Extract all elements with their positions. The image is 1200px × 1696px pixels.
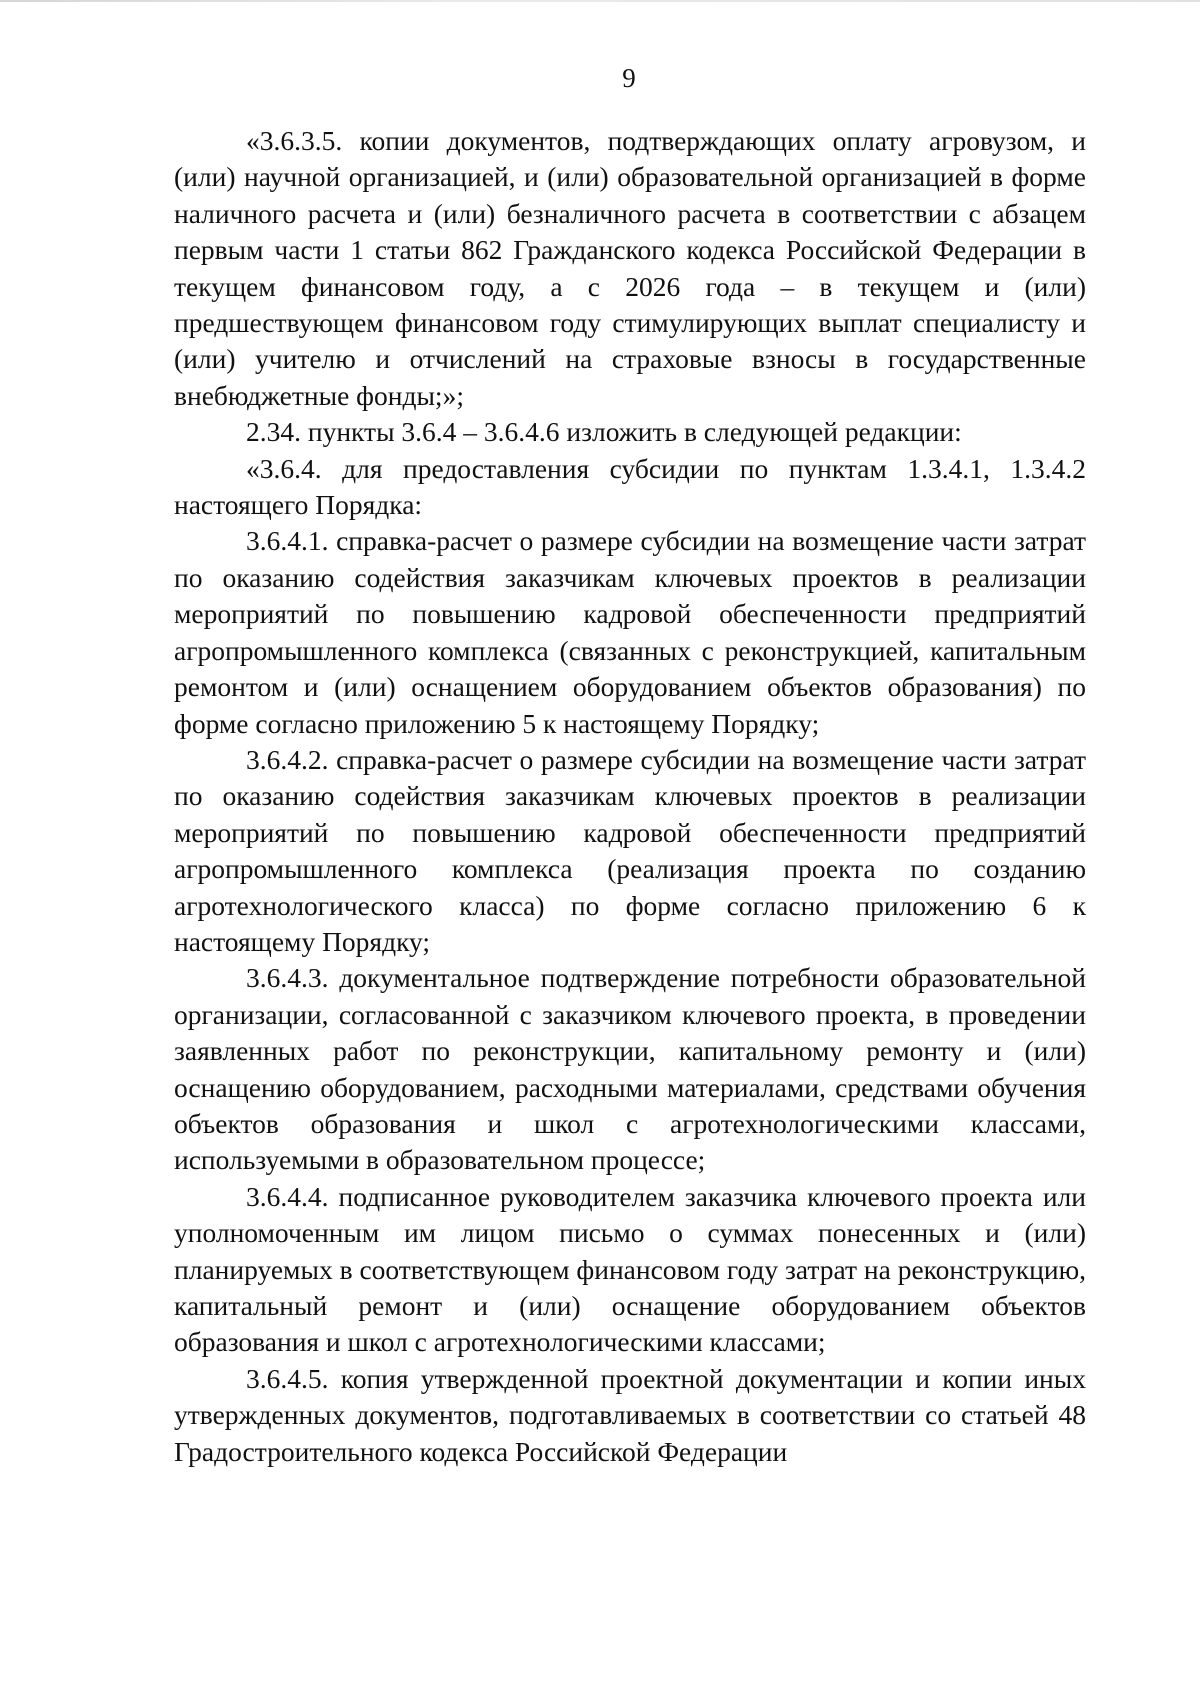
document-body — [174, 123, 1086, 1470]
paragraph-3-6-3-5: «3.6.3.5. копии документов, подтверждающих оплату агровузом, и (или) научной организацией, и (или) образовательной организацией в форме наличного расчета и (или) безналичного расчета в соответствии с абзацем первым части 1 статьи 862 Гражданского кодекса Российской Федерации в текущем финансовом году, а с 2026 года – в текущем и (или) предшествующем финансовом году стимулирующих выплат специалисту и (или) учителю и отчислений на страховые взносы в государственные внебюджетные фонды;»; — [174, 125, 1086, 411]
paragraph-3-6-4-5: 3.6.4.5. копия утвержденной проектной документации и копии иных утвержденных документов, подготавливаемых в соответствии со статьей 48 Градостроительного кодекса Российской Федерации — [174, 1362, 1086, 1467]
paragraph-3-6-4-4: 3.6.4.4. подписанное руководителем заказчика ключевого проекта или уполномоченным им лицом письмо о суммах понесенных и (или) планируемых в соответствующем финансовом году затрат на реконструкцию, капитальный ремонт и (или) оснащение оборудованием объектов образования и школ с агротехнологическими классами; — [174, 1180, 1086, 1358]
page-number: 9 — [622, 63, 636, 93]
paragraph-3-6-4-3: 3.6.4.3. документальное подтверждение потребности образовательной организации, согласованной с заказчиком ключевого проекта, в проведении заявленных работ по реконструкции, капитальному ремонту и (или) оснащению оборудованием, расходными материалами, средствами обучения объектов образования и школ с агротехнологическими классами, используемыми в образовательном процессе; — [174, 962, 1086, 1176]
scan-edge — [0, 0, 1200, 2]
paragraph-3-6-4: «3.6.4. для предоставления субсидии по пунктам 1.3.4.1, 1.3.4.2 настоящего Порядка: — [174, 452, 1086, 521]
paragraph-3-6-4-2: 3.6.4.2. справка-расчет о размере субсидии на возмещение части затрат по оказанию содействия заказчикам ключевых проектов в реализации мероприятий по повышению кадровой обеспеченности предприятий агропромышленного комплекса (реализация проекта по созданию агротехнологического класса) по форме согласно приложению 6 к настоящему Порядку; — [174, 743, 1086, 957]
paragraph-3-6-4-1: 3.6.4.1. справка-расчет о размере субсидии на возмещение части затрат по оказанию содействия заказчикам ключевых проектов в реализации мероприятий по повышению кадровой обеспеченности предприятий агропромышленного комплекса (связанных с реконструкцией, капитальным ремонтом и (или) оснащением оборудованием объектов образования) по форме согласно приложению 5 к настоящему Порядку; — [174, 525, 1086, 739]
paragraph-2-34: 2.34. пункты 3.6.4 – 3.6.4.6 изложить в следующей редакции: — [246, 416, 962, 448]
